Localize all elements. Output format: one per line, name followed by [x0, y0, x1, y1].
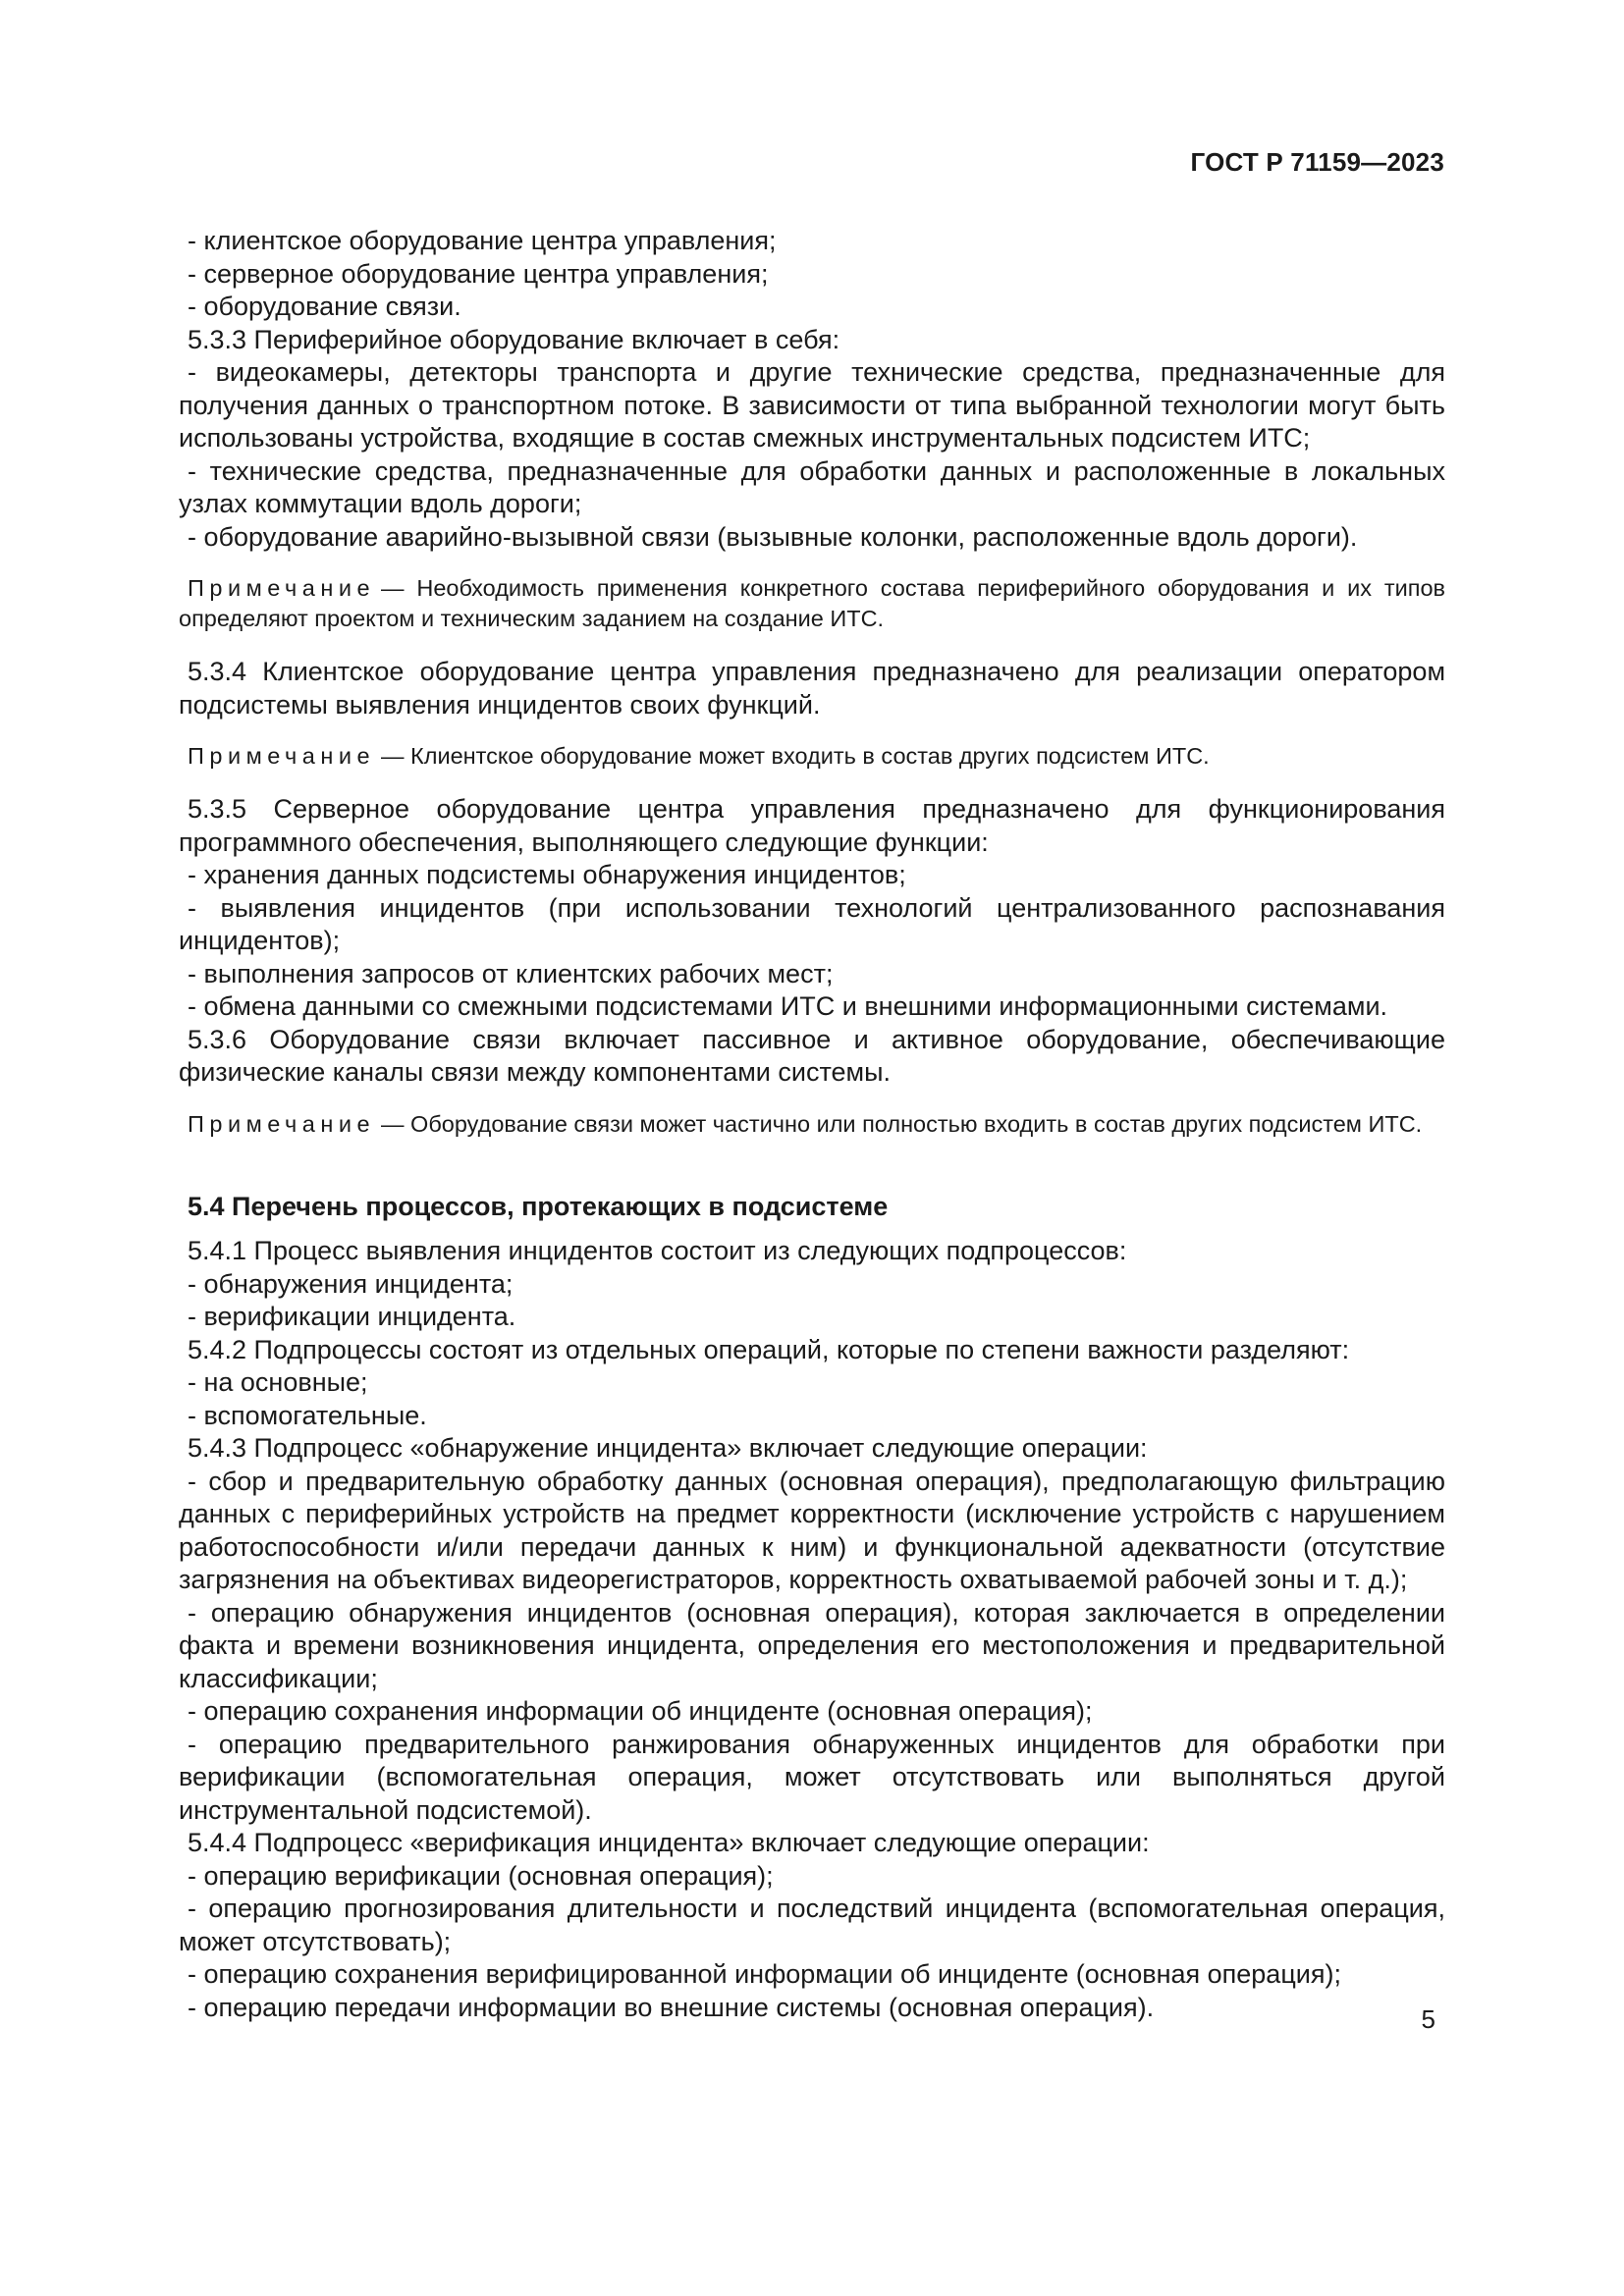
list-item: - обнаружения инцидента; [188, 1268, 514, 1299]
clause-5-3-3: 5.3.3 Периферийное оборудование включает в себя: [188, 324, 840, 354]
list-item: - операцию прогнозирования длительности и последствий инцидента (вспомогательная операция, может отсутствовать); [179, 1894, 1445, 1956]
clause-5-4-2: 5.4.2 Подпроцессы состоят из отдельных операций, которые по степени важности разделяют: [188, 1334, 1350, 1364]
document-code: ГОСТ Р 71159—2023 [1190, 147, 1444, 177]
list-item: - операцию верификации (основная операция); [188, 1860, 774, 1891]
list-item: - операцию сохранения верифицированной информации об инциденте (основная операция); [188, 1959, 1341, 1989]
clause-5-3-6: 5.3.6 Оборудование связи включает пассивное и активное оборудование, обеспечивающие физические каналы связи между компонентами системы. [179, 1024, 1445, 1087]
list-item: - вспомогательные. [188, 1400, 427, 1430]
clause-5-4-3: 5.4.3 Подпроцесс «обнаружение инцидента» включает следующие операции: [188, 1433, 1148, 1463]
list-item: - сбор и предварительную обработку данных (основная операция), предполагающую фильтрацию данных с периферийных устройств на предмет корректности (исключение устройств с нарушением работоспособности и/или передачи данных к ним) и функциональной адекватности (отсутствие загрязнения на объективах видеорегистраторов, корректность охватываемой рабочей зоны и т. д.); [179, 1466, 1445, 1594]
list-item: - операцию передачи информации во внешние системы (основная операция). [188, 1992, 1155, 2022]
list-item: - технические средства, предназначенные для обработки данных и расположенные в локальных узлах коммутации вдоль дороги; [179, 455, 1445, 518]
note [179, 741, 1445, 772]
note [179, 1109, 1445, 1140]
list-item: - серверное оборудование центра управления; [188, 258, 769, 289]
list-item: - обмена данными со смежными подсистемами ИТС и внешними информационными системами. [188, 991, 1388, 1021]
note-label: Примечание [188, 743, 376, 769]
note-text: — Оборудование связи может частично или полностью входить в состав других подсистем ИТС. [381, 1110, 1423, 1137]
note-label: Примечание [188, 1110, 376, 1137]
list-item: - операцию сохранения информации об инциденте (основная операция); [188, 1696, 1093, 1726]
clause-5-3-5: 5.3.5 Серверное оборудование центра управления предназначено для функционирования программного обеспечения, выполняющего следующие функции: [179, 794, 1445, 857]
clause-5-4-1: 5.4.1 Процесс выявления инцидентов состоит из следующих подпроцессов: [188, 1236, 1127, 1265]
note-text: — Необходимость применения конкретного состава периферийного оборудования и их типов определяют проектом и техническим заданием на создание ИТС. [179, 575, 1445, 631]
clause-5-3-4: 5.3.4 Клиентское оборудование центра управления предназначено для реализации оператором подсистемы выявления инцидентов своих функций. [179, 657, 1445, 720]
list-item: - на основные; [188, 1367, 368, 1397]
list-item: - оборудование аварийно-вызывной связи (вызывные колонки, расположенные вдоль дороги). [188, 521, 1358, 552]
page-number: 5 [1421, 2004, 1435, 2034]
list-item: - клиентское оборудование центра управления; [188, 226, 777, 255]
list-item: - оборудование связи. [188, 292, 461, 321]
note [179, 573, 1445, 634]
list-item: - выявления инцидентов (при использовании технологий централизованного распознавания инцидентов); [179, 892, 1445, 955]
list-item: - операцию предварительного ранжирования обнаруженных инцидентов для обработки при верификации (вспомогательная операция, может отсутствовать или выполняться другой инструментальной подсистемой). [179, 1729, 1445, 1825]
note-label: Примечание [188, 575, 376, 601]
document-body [179, 225, 1445, 2024]
list-item: - верификации инцидента. [188, 1302, 516, 1331]
clause-5-4-4: 5.4.4 Подпроцесс «верификация инцидента» включает следующие операции: [188, 1828, 1150, 1857]
list-item: - выполнения запросов от клиентских рабочих мест; [188, 958, 834, 988]
section-heading-5-4: 5.4 Перечень процессов, протекающих в подсистеме [188, 1191, 889, 1221]
list-item: - хранения данных подсистемы обнаружения инцидентов; [188, 860, 906, 889]
list-item: - видеокамеры, детекторы транспорта и другие технические средства, предназначенные для получения данных о транспортном потоке. В зависимости от типа выбранной технологии могут быть использованы устройства, входящие в состав смежных инструментальных подсистем ИТС; [179, 357, 1445, 453]
list-item: - операцию обнаружения инцидентов (основная операция), которая заключается в определении факта и времени возникновения инцидента, определения его местоположения и предварительной классификации; [179, 1597, 1445, 1693]
note-text: — Клиентское оборудование может входить в состав других подсистем ИТС. [381, 743, 1210, 769]
